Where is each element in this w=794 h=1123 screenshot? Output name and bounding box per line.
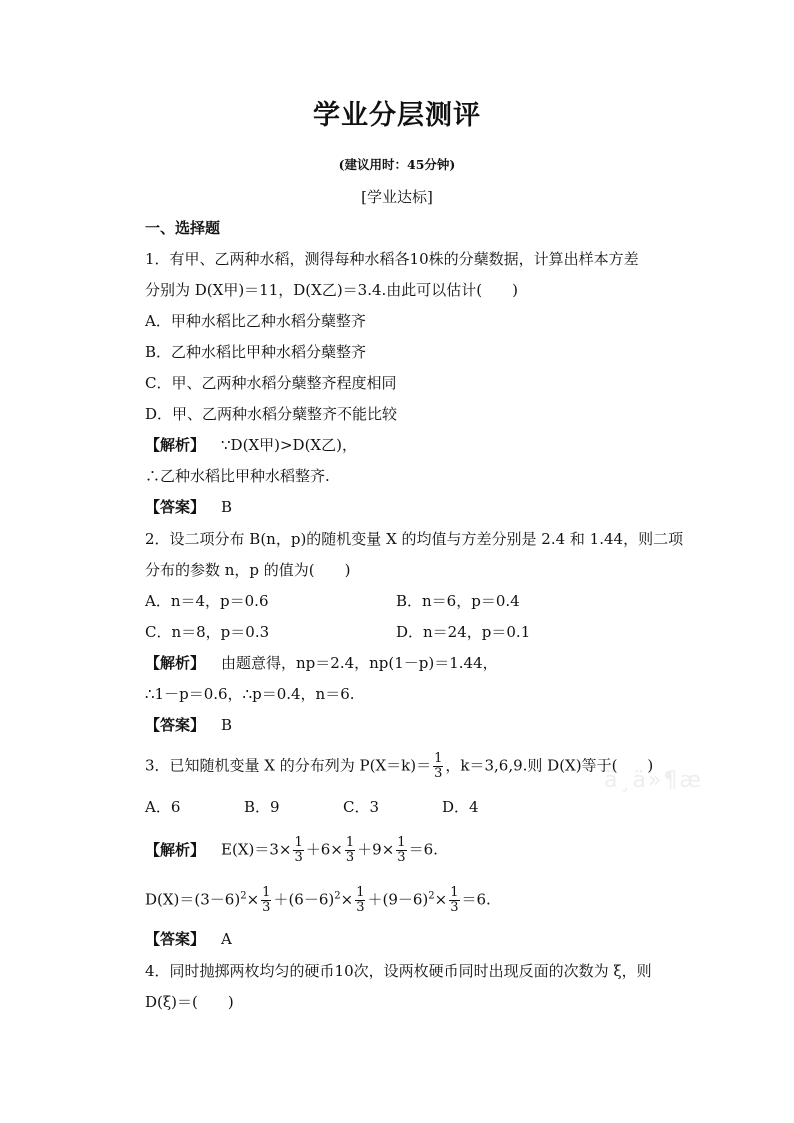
q2-stem-line2: 分布的参数 n，p 的值为( ) <box>145 561 351 579</box>
q4-stem-line2: D(ξ)＝( ) <box>145 993 234 1011</box>
q2-answer-value: B <box>221 716 233 734</box>
q2-option-b: B．n＝6，p＝0.4 <box>396 592 520 610</box>
fraction-one-third: $\frac{1}{3}$ <box>434 751 443 781</box>
q2-analysis <box>145 653 498 673</box>
fraction-one-third: $\frac{1}{3}$ <box>262 885 271 915</box>
q4-stem-line1: 4．同时抛掷两枚均匀的硬币10次，设两枚硬币同时出现反面的次数为 ξ，则 <box>145 962 652 980</box>
answer-label: 【答案】 <box>145 716 206 734</box>
watermark: ä¸ä»¶æ <box>604 768 704 793</box>
q3-answer <box>145 929 232 949</box>
q2-answer <box>145 715 232 735</box>
analysis-label: 【解析】 <box>145 436 206 454</box>
q2-analysis-line2: ∴1－p＝0.6，∴p＝0.4，n＝6. <box>145 685 355 703</box>
q3-answer-value: A <box>221 930 232 948</box>
fraction-one-third: $\frac{1}{3}$ <box>450 885 459 915</box>
analysis-label: 【解析】 <box>145 840 206 859</box>
q1-stem-line2: 分别为 D(X甲)＝11，D(X乙)＝3.4.由此可以估计( ) <box>145 281 519 299</box>
q3-analysis-variance: $D(X)=(3-6)^2\times$ $\frac{1}{3}$ $+(6-6)^2\times$ $\frac{1}{3}$ $+(9-6)^2\times$ $\frac{1}{3}$ ＝6. <box>145 885 491 915</box>
q1-answer <box>145 497 232 517</box>
fraction-one-third: $\frac{1}{3}$ <box>294 835 303 865</box>
q3-option-d: D．4 <box>442 798 479 816</box>
section-tag: [学业达标] <box>361 188 433 206</box>
fraction-one-third: $\frac{1}{3}$ <box>345 835 355 865</box>
q2-option-c: C．n＝8，p＝0.3 <box>145 623 270 641</box>
q1-answer-value: B <box>221 498 233 516</box>
q1-stem-line1: 1．有甲、乙两种水稻，测得每种水稻各10株的分蘖数据，计算出样本方差 <box>145 250 639 268</box>
fraction-one-third: $\frac{1}{3}$ <box>397 835 406 865</box>
answer-label: 【答案】 <box>145 498 206 516</box>
q2-option-d: D．n＝24，p＝0.1 <box>396 623 531 641</box>
q3-analysis-expectation: 【解析】 E(X)＝3× $\frac{1}{3}$ ＋6× $\frac{1}{3}$ ＋9× $\frac{1}{3}$ ＝6. <box>145 835 438 865</box>
q3-option-c: C．3 <box>343 798 380 816</box>
q3-stem-part1: 3．已知随机变量 X 的分布列为 P(X＝k)＝ <box>145 756 432 775</box>
q1-analysis-text: ∵D(X甲)>D(X乙)， <box>221 436 357 454</box>
fraction-one-third: $\frac{1}{3}$ <box>356 885 365 915</box>
q1-option-c: C．甲、乙两种水稻分蘖整齐程度相同 <box>145 374 397 392</box>
q1-option-d: D．甲、乙两种水稻分蘖整齐不能比较 <box>145 405 398 423</box>
page-title: 学业分层测评 <box>313 100 481 131</box>
answer-label: 【答案】 <box>145 930 206 948</box>
q1-analysis <box>145 435 357 455</box>
time-hint: (建议用时：45分钟) <box>338 157 456 172</box>
q2-option-a: A．n＝4，p＝0.6 <box>145 592 269 610</box>
section-heading: 一、选择题 <box>145 219 221 237</box>
q1-option-a: A．甲种水稻比乙种水稻分蘖整齐 <box>145 312 366 330</box>
q3-stem <box>145 752 653 781</box>
q3-option-b: B．9 <box>244 798 280 816</box>
q2-analysis-text: 由题意得，np＝2.4，np(1－p)＝1.44， <box>221 654 498 672</box>
analysis-label: 【解析】 <box>145 654 206 672</box>
q2-stem-line1: 2．设二项分布 B(n，p)的随机变量 X 的均值与方差分别是 2.4 和 1.44，则二项 <box>145 530 684 548</box>
q3-option-a: A．6 <box>145 798 181 816</box>
q1-analysis-line2: ∴乙种水稻比甲种水稻整齐. <box>145 467 330 485</box>
q1-option-b: B．乙种水稻比甲种水稻分蘖整齐 <box>145 343 367 361</box>
q3-stem-part2: ，k＝3,6,9.则 D(X)等于( ) <box>445 756 654 775</box>
